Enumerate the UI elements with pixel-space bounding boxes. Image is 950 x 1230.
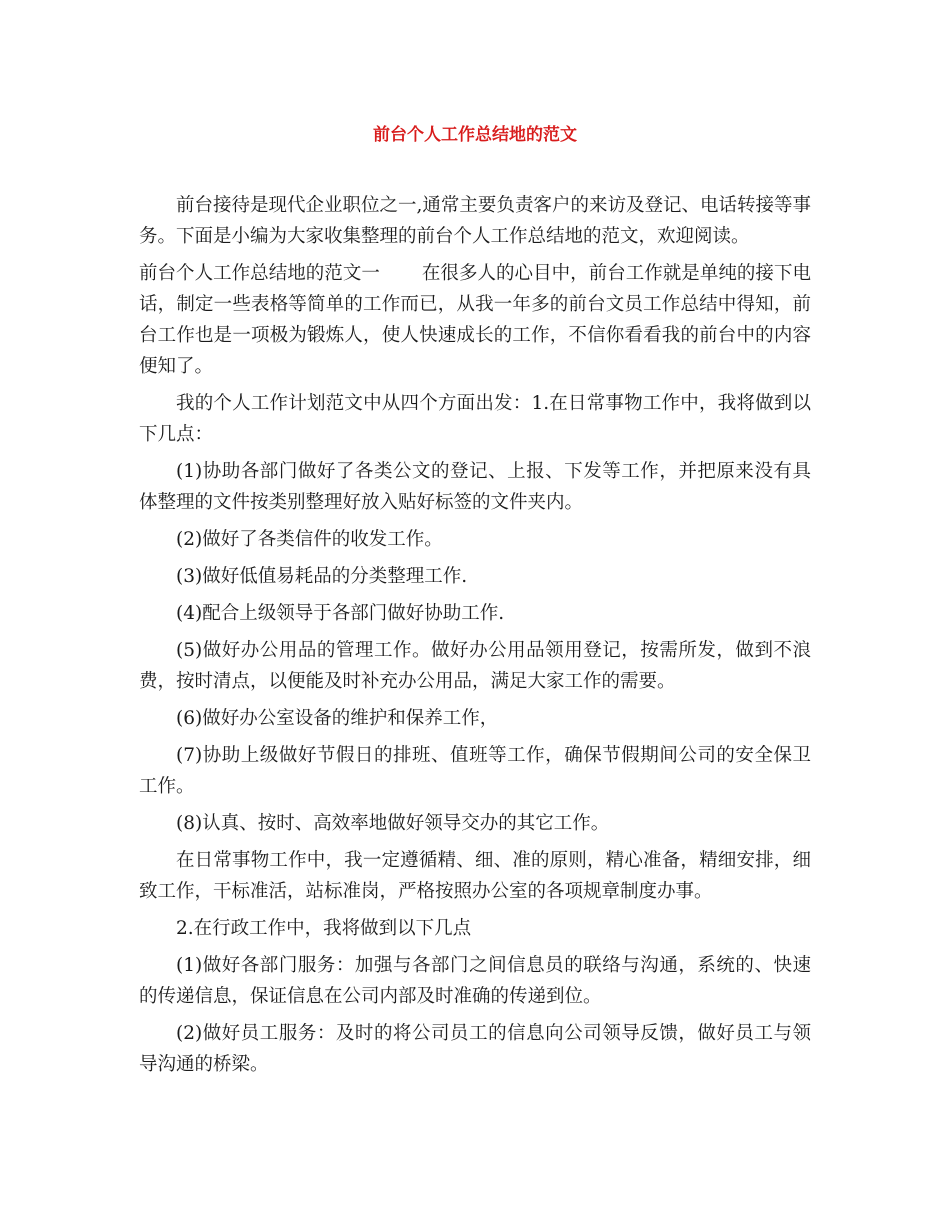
sample-lead-text: 在很多人的心目中，前台工作就是单纯的接下电话，制定一些表格等简单的工作而已，从我一年多的前台文员工作总结中得知，前台工作也是一项极为锻炼人，使人快速成长的工作，不信你看看我的前台中的内容便知了。 [139,263,811,377]
sample-paragraph [139,258,811,382]
plan-intro-paragraph: 我的个人工作计划范文中从四个方面出发：1.在日常事物工作中，我将做到以下几点： [139,393,811,445]
document-body [139,190,811,1086]
daily-item: (1)协助各部门做好了各类公文的登记、上报、下发等工作，并把原来没有具体整理的文件按类别整理好放入贴好标签的文件夹内。 [139,461,811,513]
daily-item: (4)配合上级领导于各部门做好协助工作. [176,603,505,624]
intro-paragraph: 前台接待是现代企业职位之一,通常主要负责客户的来访及登记、电话转接等事务。下面是小编为大家收集整理的前台个人工作总结地的范文，欢迎阅读。 [139,195,811,247]
admin-item: (2)做好员工服务：及时的将公司员工的信息向公司领导反馈，做好员工与领导沟通的桥梁。 [139,1023,811,1075]
daily-summary-paragraph: 在日常事物工作中，我一定遵循精、细、准的原则，精心准备，精细安排，细致工作，干标准活，站标准岗，严格按照办公室的各项规章制度办事。 [139,850,811,902]
document-title: 前台个人工作总结地的范文 [373,125,577,145]
daily-item: (2)做好了各类信件的收发工作。 [176,529,443,550]
daily-item: (8)认真、按时、高效率地做好领导交办的其它工作。 [176,813,610,834]
admin-heading: 2.在行政工作中，我将做到以下几点 [176,918,472,939]
admin-item: (1)做好各部门服务：加强与各部门之间信息员的联络与沟通，系统的、快速的传递信息，保证信息在公司内部及时准确的传递到位。 [139,955,811,1007]
daily-item: (7)协助上级做好节假日的排班、值班等工作，确保节假期间公司的安全保卫工作。 [139,745,811,797]
daily-item: (5)做好办公用品的管理工作。做好办公用品领用登记，按需所发，做到不浪费，按时清点，以便能及时补充办公用品，满足大家工作的需要。 [139,640,811,692]
daily-item: (3)做好低值易耗品的分类整理工作. [176,566,468,587]
sample-heading: 前台个人工作总结地的范文一 [139,263,380,284]
daily-item: (6)做好办公室设备的维护和保养工作， [176,708,499,729]
